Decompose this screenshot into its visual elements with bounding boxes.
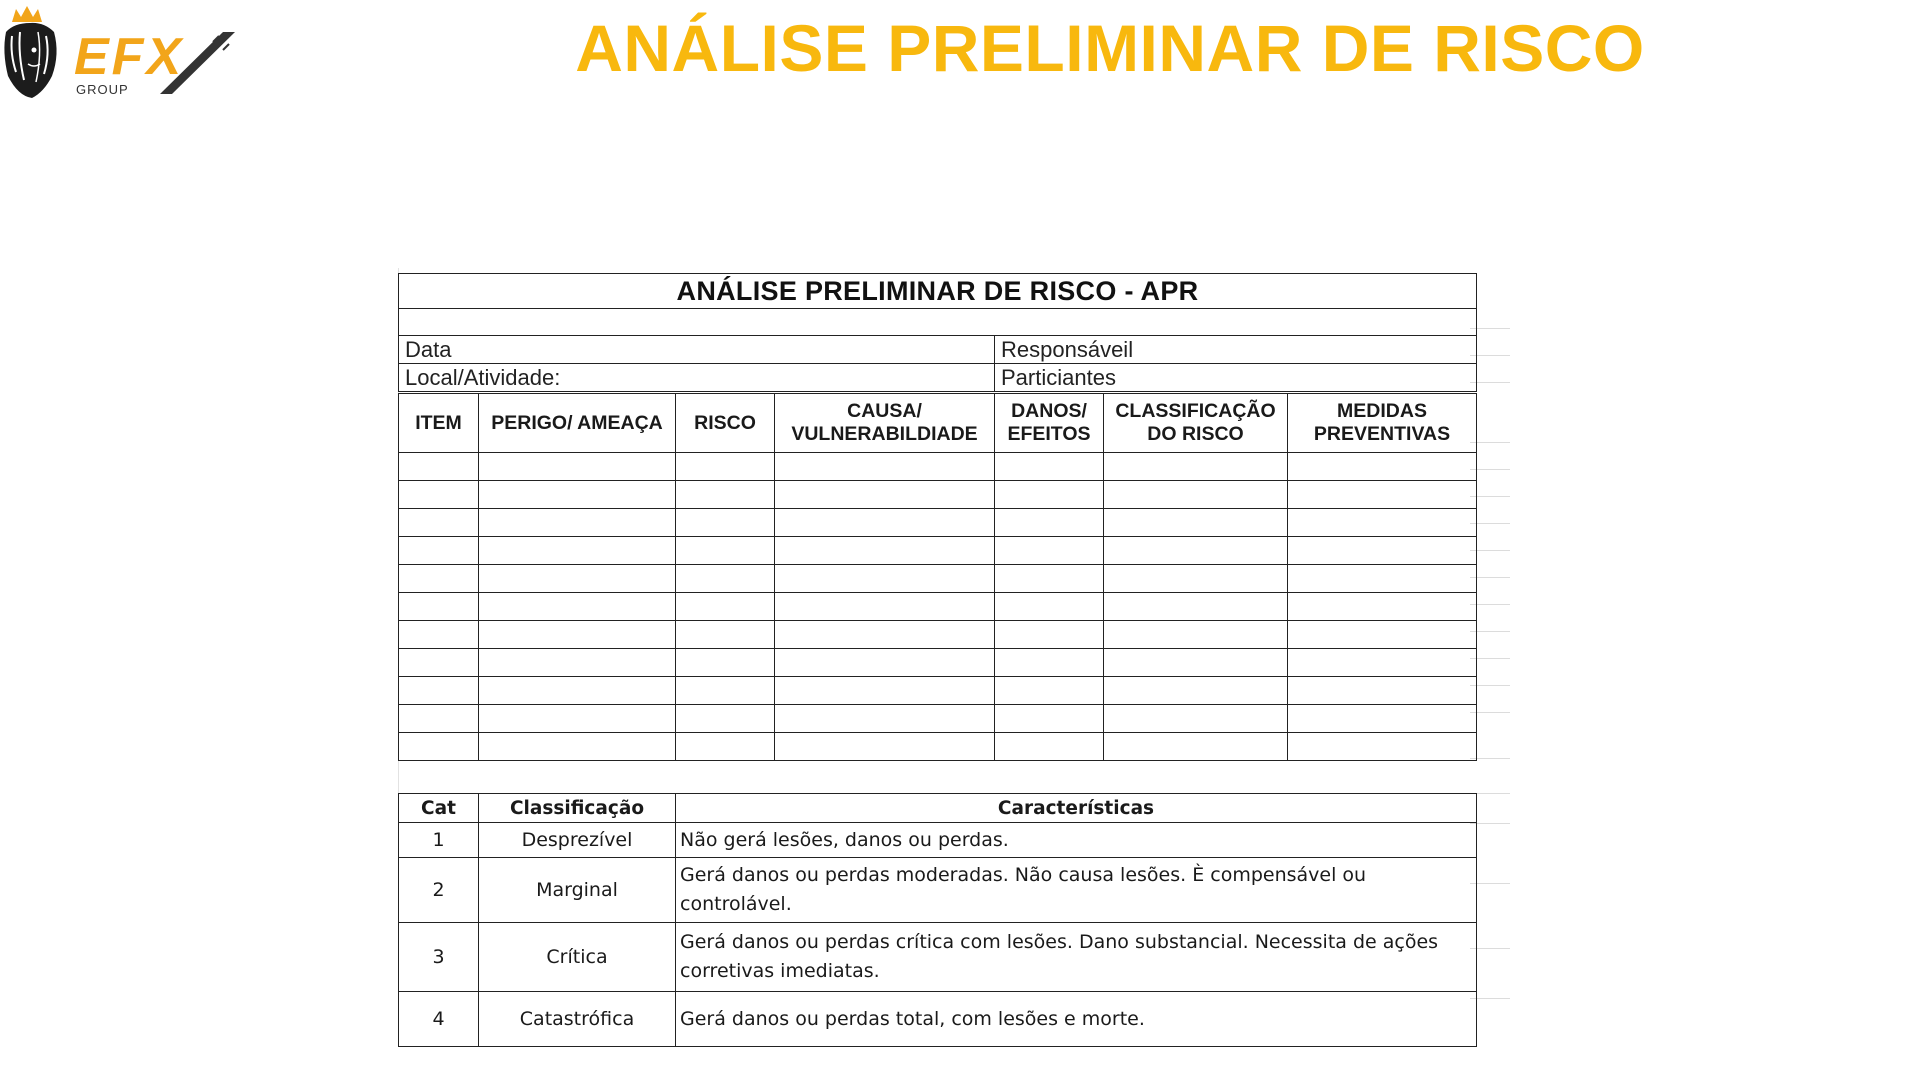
apr-blank-cell[interactable] — [775, 565, 995, 593]
apr-blank-cell[interactable] — [995, 705, 1104, 733]
apr-blank-cell[interactable] — [1104, 677, 1288, 705]
apr-blank-cell[interactable] — [479, 565, 676, 593]
apr-blank-cell[interactable] — [995, 453, 1104, 481]
apr-blank-cell[interactable] — [1288, 565, 1477, 593]
apr-blank-cell[interactable] — [775, 705, 995, 733]
apr-blank-cell[interactable] — [1104, 453, 1288, 481]
apr-blank-row — [399, 565, 1477, 593]
apr-blank-row — [399, 621, 1477, 649]
apr-blank-cell[interactable] — [995, 565, 1104, 593]
apr-blank-cell[interactable] — [775, 621, 995, 649]
apr-blank-cell[interactable] — [1104, 649, 1288, 677]
local-atividade-field-label: Local/Atividade: — [399, 364, 995, 393]
apr-blank-cell[interactable] — [995, 509, 1104, 537]
apr-blank-cell[interactable] — [399, 481, 479, 509]
apr-blank-cell[interactable] — [479, 649, 676, 677]
col-header-risco: RISCO — [676, 393, 775, 453]
category-description: Gerá danos ou perdas moderadas. Não causa lesões. È compensável ou controlável. — [676, 858, 1477, 923]
apr-blank-cell[interactable] — [676, 593, 775, 621]
classificacao-header: Classificação — [479, 794, 676, 823]
apr-blank-row — [399, 649, 1477, 677]
col-header-item: ITEM — [399, 393, 479, 453]
apr-blank-cell[interactable] — [399, 677, 479, 705]
apr-blank-cell[interactable] — [1104, 481, 1288, 509]
category-row — [399, 858, 1477, 923]
cat-header: Cat — [399, 794, 479, 823]
apr-blank-row — [399, 481, 1477, 509]
apr-blank-cell[interactable] — [676, 733, 775, 761]
apr-blank-cell[interactable] — [1288, 677, 1477, 705]
category-classification: Marginal — [479, 858, 676, 923]
col-header-perigo: PERIGO/ AMEAÇA — [479, 393, 676, 453]
col-header-causa: CAUSA/ VULNERABILDIADE — [775, 393, 995, 453]
category-classification: Desprezível — [479, 823, 676, 858]
category-description: Gerá danos ou perdas total, com lesões e morte. — [676, 992, 1477, 1047]
apr-blank-cell[interactable] — [1288, 621, 1477, 649]
apr-blank-cell[interactable] — [1288, 509, 1477, 537]
apr-blank-row — [399, 677, 1477, 705]
category-row — [399, 823, 1477, 858]
category-number: 3 — [399, 923, 479, 992]
apr-blank-row — [399, 733, 1477, 761]
apr-blank-cell[interactable] — [676, 705, 775, 733]
category-classification: Crítica — [479, 923, 676, 992]
category-row — [399, 923, 1477, 992]
apr-blank-cell[interactable] — [479, 481, 676, 509]
apr-blank-cell[interactable] — [1104, 705, 1288, 733]
apr-blank-cell[interactable] — [775, 509, 995, 537]
apr-blank-row — [399, 593, 1477, 621]
category-number: 1 — [399, 823, 479, 858]
apr-blank-cell[interactable] — [1104, 565, 1288, 593]
caracteristicas-header: Características — [676, 794, 1477, 823]
efx-group-logo — [0, 2, 250, 102]
apr-blank-cell[interactable] — [995, 649, 1104, 677]
category-classification: Catastrófica — [479, 992, 676, 1047]
category-number: 2 — [399, 858, 479, 923]
apr-blank-cell[interactable] — [399, 733, 479, 761]
apr-blank-cell[interactable] — [775, 677, 995, 705]
apr-blank-cell[interactable] — [995, 677, 1104, 705]
apr-blank-cell[interactable] — [399, 565, 479, 593]
apr-blank-cell[interactable] — [1104, 733, 1288, 761]
apr-blank-cell[interactable] — [1288, 453, 1477, 481]
apr-blank-cell[interactable] — [995, 621, 1104, 649]
category-row — [399, 992, 1477, 1047]
apr-blank-cell[interactable] — [775, 733, 995, 761]
apr-blank-row — [399, 453, 1477, 481]
logo-subtext: GROUP — [76, 82, 129, 97]
col-header-medidas: MEDIDAS PREVENTIVAS — [1288, 393, 1477, 453]
category-description: Gerá danos ou perdas crítica com lesões. Dano substancial. Necessita de ações corretivas imediatas. — [676, 923, 1477, 992]
apr-blank-cell[interactable] — [676, 509, 775, 537]
apr-blank-cell[interactable] — [479, 733, 676, 761]
participantes-field-label: Particiantes — [995, 364, 1477, 393]
apr-blank-cell[interactable] — [775, 481, 995, 509]
logo-wordmark: EFX — [74, 28, 185, 86]
apr-blank-row — [399, 705, 1477, 733]
apr-blank-cell[interactable] — [676, 677, 775, 705]
apr-blank-cell[interactable] — [1288, 705, 1477, 733]
apr-blank-cell[interactable] — [1104, 509, 1288, 537]
category-header-row — [399, 794, 1477, 823]
apr-blank-cell[interactable] — [676, 481, 775, 509]
risk-category-table — [398, 793, 1477, 1047]
apr-blank-cell[interactable] — [676, 453, 775, 481]
slide-title: ANÁLISE PRELIMINAR DE RISCO — [575, 11, 1645, 85]
apr-blank-cell[interactable] — [1288, 733, 1477, 761]
apr-blank-cell[interactable] — [1288, 649, 1477, 677]
apr-form-table — [398, 273, 1477, 761]
apr-blank-cell[interactable] — [1288, 593, 1477, 621]
data-field-label: Data — [399, 336, 995, 364]
crown-icon — [12, 6, 42, 22]
apr-blank-cell[interactable] — [399, 593, 479, 621]
col-header-classificacao: CLASSIFICAÇÃO DO RISCO — [1104, 393, 1288, 453]
responsavel-field-label: Responsáveil — [995, 336, 1477, 364]
lion-head-icon — [4, 23, 56, 98]
category-description: Não gerá lesões, danos ou perdas. — [676, 823, 1477, 858]
category-number: 4 — [399, 992, 479, 1047]
apr-blank-cell[interactable] — [399, 537, 479, 565]
apr-blank-cell[interactable] — [399, 705, 479, 733]
apr-blank-cell[interactable] — [995, 537, 1104, 565]
apr-blank-cell[interactable] — [399, 509, 479, 537]
apr-blank-cell[interactable] — [676, 565, 775, 593]
apr-blank-cell[interactable] — [399, 621, 479, 649]
apr-spacer-row — [399, 309, 1477, 336]
apr-blank-cell[interactable] — [479, 509, 676, 537]
col-header-danos: DANOS/ EFEITOS — [995, 393, 1104, 453]
apr-blank-cell[interactable] — [995, 733, 1104, 761]
apr-blank-cell[interactable] — [676, 649, 775, 677]
apr-blank-cell[interactable] — [479, 593, 676, 621]
apr-blank-cell[interactable] — [775, 649, 995, 677]
apr-blank-cell[interactable] — [775, 537, 995, 565]
apr-blank-row — [399, 537, 1477, 565]
apr-blank-cell[interactable] — [479, 705, 676, 733]
apr-blank-cell[interactable] — [399, 453, 479, 481]
apr-blank-cell[interactable] — [479, 677, 676, 705]
apr-blank-cell[interactable] — [995, 593, 1104, 621]
apr-blank-cell[interactable] — [676, 621, 775, 649]
apr-column-headers — [399, 393, 1477, 453]
apr-blank-cell[interactable] — [676, 537, 775, 565]
apr-form-title: ANÁLISE PRELIMINAR DE RISCO - APR — [399, 274, 1477, 309]
apr-blank-cell[interactable] — [1104, 537, 1288, 565]
apr-blank-cell[interactable] — [479, 621, 676, 649]
apr-blank-cell[interactable] — [995, 481, 1104, 509]
apr-blank-cell[interactable] — [775, 453, 995, 481]
apr-blank-row — [399, 509, 1477, 537]
apr-blank-cell[interactable] — [479, 453, 676, 481]
apr-blank-cell[interactable] — [1288, 537, 1477, 565]
apr-blank-cell[interactable] — [1104, 621, 1288, 649]
apr-blank-cell[interactable] — [399, 649, 479, 677]
apr-blank-rows — [399, 453, 1477, 761]
apr-blank-cell[interactable] — [775, 593, 995, 621]
apr-blank-cell[interactable] — [479, 537, 676, 565]
apr-blank-cell[interactable] — [1104, 593, 1288, 621]
apr-blank-cell[interactable] — [1288, 481, 1477, 509]
